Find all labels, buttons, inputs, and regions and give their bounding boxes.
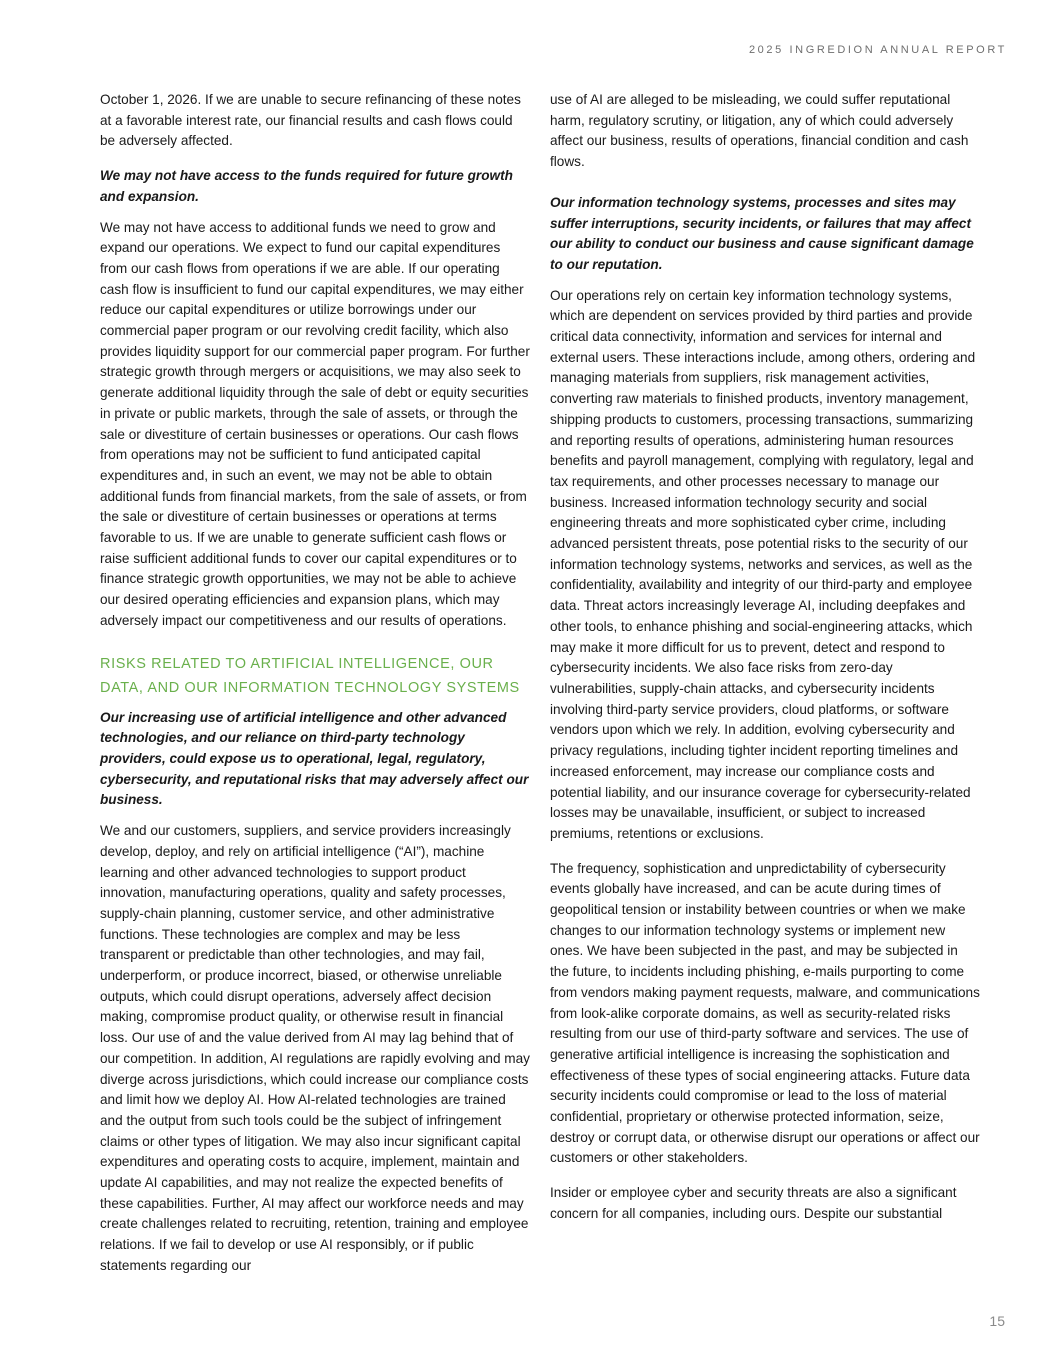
paragraph: We may not have access to additional funds we need to grow and expand our operations. We expect to fund our capital expenditures from our cash flows from operations if we are able. If our operating cash flow is insufficient to fund our capital expenditures, we may either reduce our capital expenditures or utilize borrowings under our commercial paper program or our revolving credit facility, which also provides liquidity support for our commercial paper program. For further strategic growth through mergers or acquisitions, we may also seek to generate additional liquidity through the sale of debt or equity securities in private or public markets, through the sale of assets, or through the sale or divestiture of certain businesses or operations. Our cash flows from operations may not be sufficient to fund anticipated capital expenditures and, in such an event, we may not be able to obtain additional funds from financial markets, from the sale of assets, or from the sale or divestiture of certain businesses or operations at terms favorable to us. If we are unable to generate sufficient cash flows or raise sufficient additional funds to cover our capital expenditures or to finance strategic growth opportunities, we may not be able to achieve our desired operating efficiencies and expansion plans, which may adversely impact our competitiveness and our results of operations.	[100, 219, 530, 628]
paragraph: Our operations rely on certain key information technology systems, which are dependent on services provided by third parties and provide critical data connectivity, information and services for internal and external users. These interactions include, among others, ordering and managing materials from suppliers, risk management activities, converting raw materials to finished products, inventory management, shipping products to customers, processing transactions, summarizing and reporting results of operations, administering human resources benefits and payroll management, complying with regulatory, legal and tax requirements, and other processes necessary to manage our business. Increased information technology security and social engineering threats and more sophisticated cyber crime, including advanced persistent threats, pose potential risks to the security of our information technology systems, networks and services, as well as the confidentiality, availability and integrity of our third-party and employee data. Threat actors increasingly leverage AI, including deepfakes and other tools, to enhance phishing and social-engineering attacks, which may make it more difficult for us to prevent, detect and respond to cybersecurity incidents. We also face risks from zero-day vulnerabilities, supply-chain attacks, and cybersecurity incidents involving third-party service providers, cloud platforms, or software vendors upon which we rely. In addition, evolving cybersecurity and privacy regulations, including tighter incident reporting timelines and increased enforcement, may increase our compliance costs and potential liability, and our insurance coverage for cybersecurity-related losses may be unavailable, insufficient, or subject to increased premiums, retentions or exclusions.	[550, 287, 976, 841]
paragraph: use of AI are alleged to be misleading, we could suffer reputational harm, regulatory scrutiny, or litigation, any of which could adversely affect our business, results of operations, financial condition and cash flows.	[550, 92, 969, 170]
risk-subheading: We may not have access to the funds required for future growth and expansion.	[100, 168, 513, 204]
risk-subheading: Our information technology systems, processes and sites may suffer interruptions, security incidents, or failures that may affect our ability to conduct our business and cause significant damage to our reputation.	[550, 194, 974, 272]
paragraph: The frequency, sophistication and unpredictability of cybersecurity events globally have increased, and can be acute during times of geopolitical tension or instability between countries or when we make changes to our information technology systems or implement new ones. We have been subjected in the past, and may be subjected in the future, to incidents including phishing, e-mails purporting to come from vendors making payment requests, malware, and communications from look-alike corporate domains, as well as security-related risks resulting from our use of third-party software and services. The use of generative artificial intelligence is increasing the sophistication and effectiveness of these types of social engineering attacks. Future data security incidents could compromise or lead to the loss of material confidential, proprietary or otherwise protected information, seize, destroy or corrupt data, or otherwise disrupt our operations or affect our customers or other stakeholders.	[550, 860, 980, 1166]
paragraph: We and our customers, suppliers, and service providers increasingly develop, deploy, and rely on artificial intelligence (“AI”), machine learning and other advanced technologies to support product innovation, manufacturing operations, quality and safety processes, supply-chain planning, customer service, and other administrative functions. These technologies are complex and may be less transparent or predictable than other technologies, and may fail, underperform, or produce incorrect, biased, or otherwise unreliable outputs, which could disrupt operations, adversely affect decision making, compromise product quality, or otherwise result in financial loss. Our use of and the value derived from AI may lag behind that of our competition. In addition, AI regulations are rapidly evolving and may diverge across jurisdictions, which could increase our compliance costs and limit how we deploy AI. How AI-related technologies are trained and the output from such tools could be the subject of infringement claims or other types of litigation. We may also incur significant capital expenditures and operating costs to acquire, implement, maintain and update AI capabilities, and may not realize the expected benefits of these capabilities. Further, AI may affect our workforce needs and may create challenges related to recruiting, retention, training and employee relations. If we fail to develop or use AI responsibly, or if public statements regarding our	[100, 823, 530, 1273]
left-column	[100, 90, 530, 1291]
section-heading: RISKS RELATED TO ARTIFICIAL INTELLIGENCE, OUR DATA, AND OUR INFORMATION TECHNOLOGY SYSTEMS	[100, 655, 520, 696]
paragraph: October 1, 2026. If we are unable to secure refinancing of these notes at a favorable interest rate, our financial results and cash flows could be adversely affected.	[100, 92, 521, 149]
risk-subheading: Our increasing use of artificial intelligence and other advanced technologies, and our reliance on third-party technology providers, could expose us to operational, legal, regulatory, cybersecurity, and reputational risks that may adversely affect our business.	[100, 709, 529, 808]
right-column	[550, 90, 980, 1239]
page-number: 15	[989, 1313, 1005, 1329]
paragraph: Insider or employee cyber and security threats are also a significant concern for all companies, including ours. Despite our substantial	[550, 1185, 957, 1221]
report-header: 2025 INGREDION ANNUAL REPORT	[748, 44, 1007, 56]
